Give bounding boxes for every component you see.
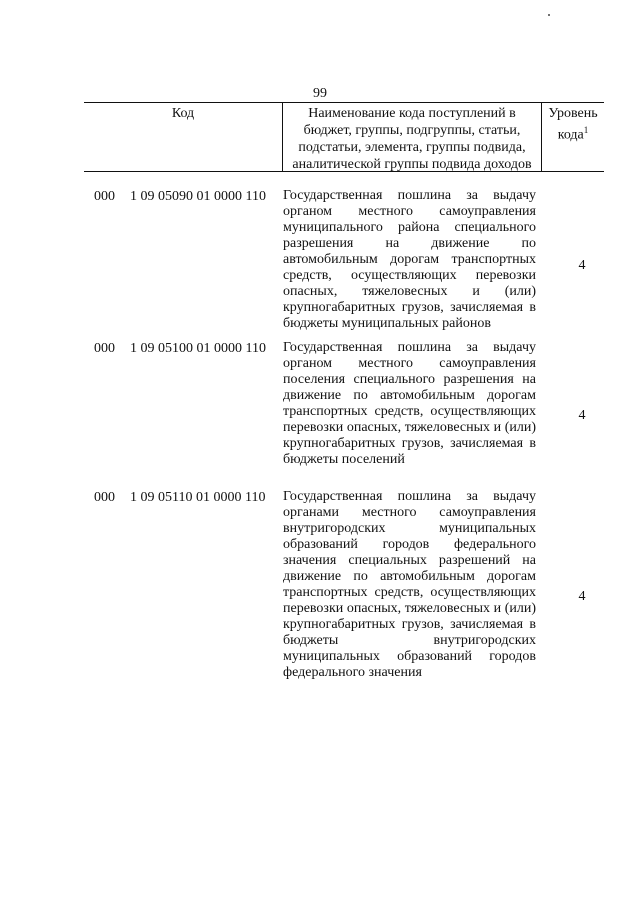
header-level-label: Уровень кода [548, 106, 598, 143]
header-code: Код [171, 106, 195, 121]
row-level: 4 [578, 589, 586, 604]
row-prefix: 000 [94, 341, 115, 356]
row-code: 1 09 05090 01 0000 110 [130, 189, 266, 204]
scan-speck [548, 14, 550, 16]
row-description: Государственная пошлина за выдачу органами местного самоуправления внутригородских муниципальных образований городов федерального значения специальных разрешений на движение по автомобильным дорогам транспортных средств, осуществляющих перевозки опасных, тяжеловесных и (или) крупногабаритных грузов, зачисляемая в бюджеты внутригородских муниципальных образований городов федерального значения [283, 489, 536, 680]
row-description: Государственная пошлина за выдачу органом местного самоуправления поселения специального разрешения на движение по автомобильным дорогам транспортных средств, осуществляющих перевозки опасных, тяжеловесных и (или) крупногабаритных грузов, зачисляемая в бюджеты поселений [283, 340, 536, 467]
table-header [84, 102, 604, 172]
row-code: 1 09 05110 01 0000 110 [130, 490, 266, 505]
header-level [542, 103, 604, 171]
row-prefix: 000 [94, 490, 115, 505]
row-description: Государственная пошлина за выдачу органом местного самоуправления муниципального района специального разрешения на движение по автомобильным дорогам транспортных средств, осуществляющих перевозки опасных, тяжеловесных и (или) крупногабаритных грузов, зачисляемая в бюджеты муниципальных районов [283, 188, 536, 331]
row-level: 4 [578, 408, 586, 423]
page-number: 99 [313, 86, 327, 101]
header-name: Наименование кода поступлений в бюджет, группы, подгруппы, статьи, подстатьи, элемента, группы подвида, аналитической группы подвида доходов [282, 103, 542, 171]
row-code: 1 09 05100 01 0000 110 [130, 341, 266, 356]
header-level-footnote: 1 [583, 125, 589, 135]
row-prefix: 000 [94, 189, 115, 204]
row-level: 4 [578, 258, 586, 273]
